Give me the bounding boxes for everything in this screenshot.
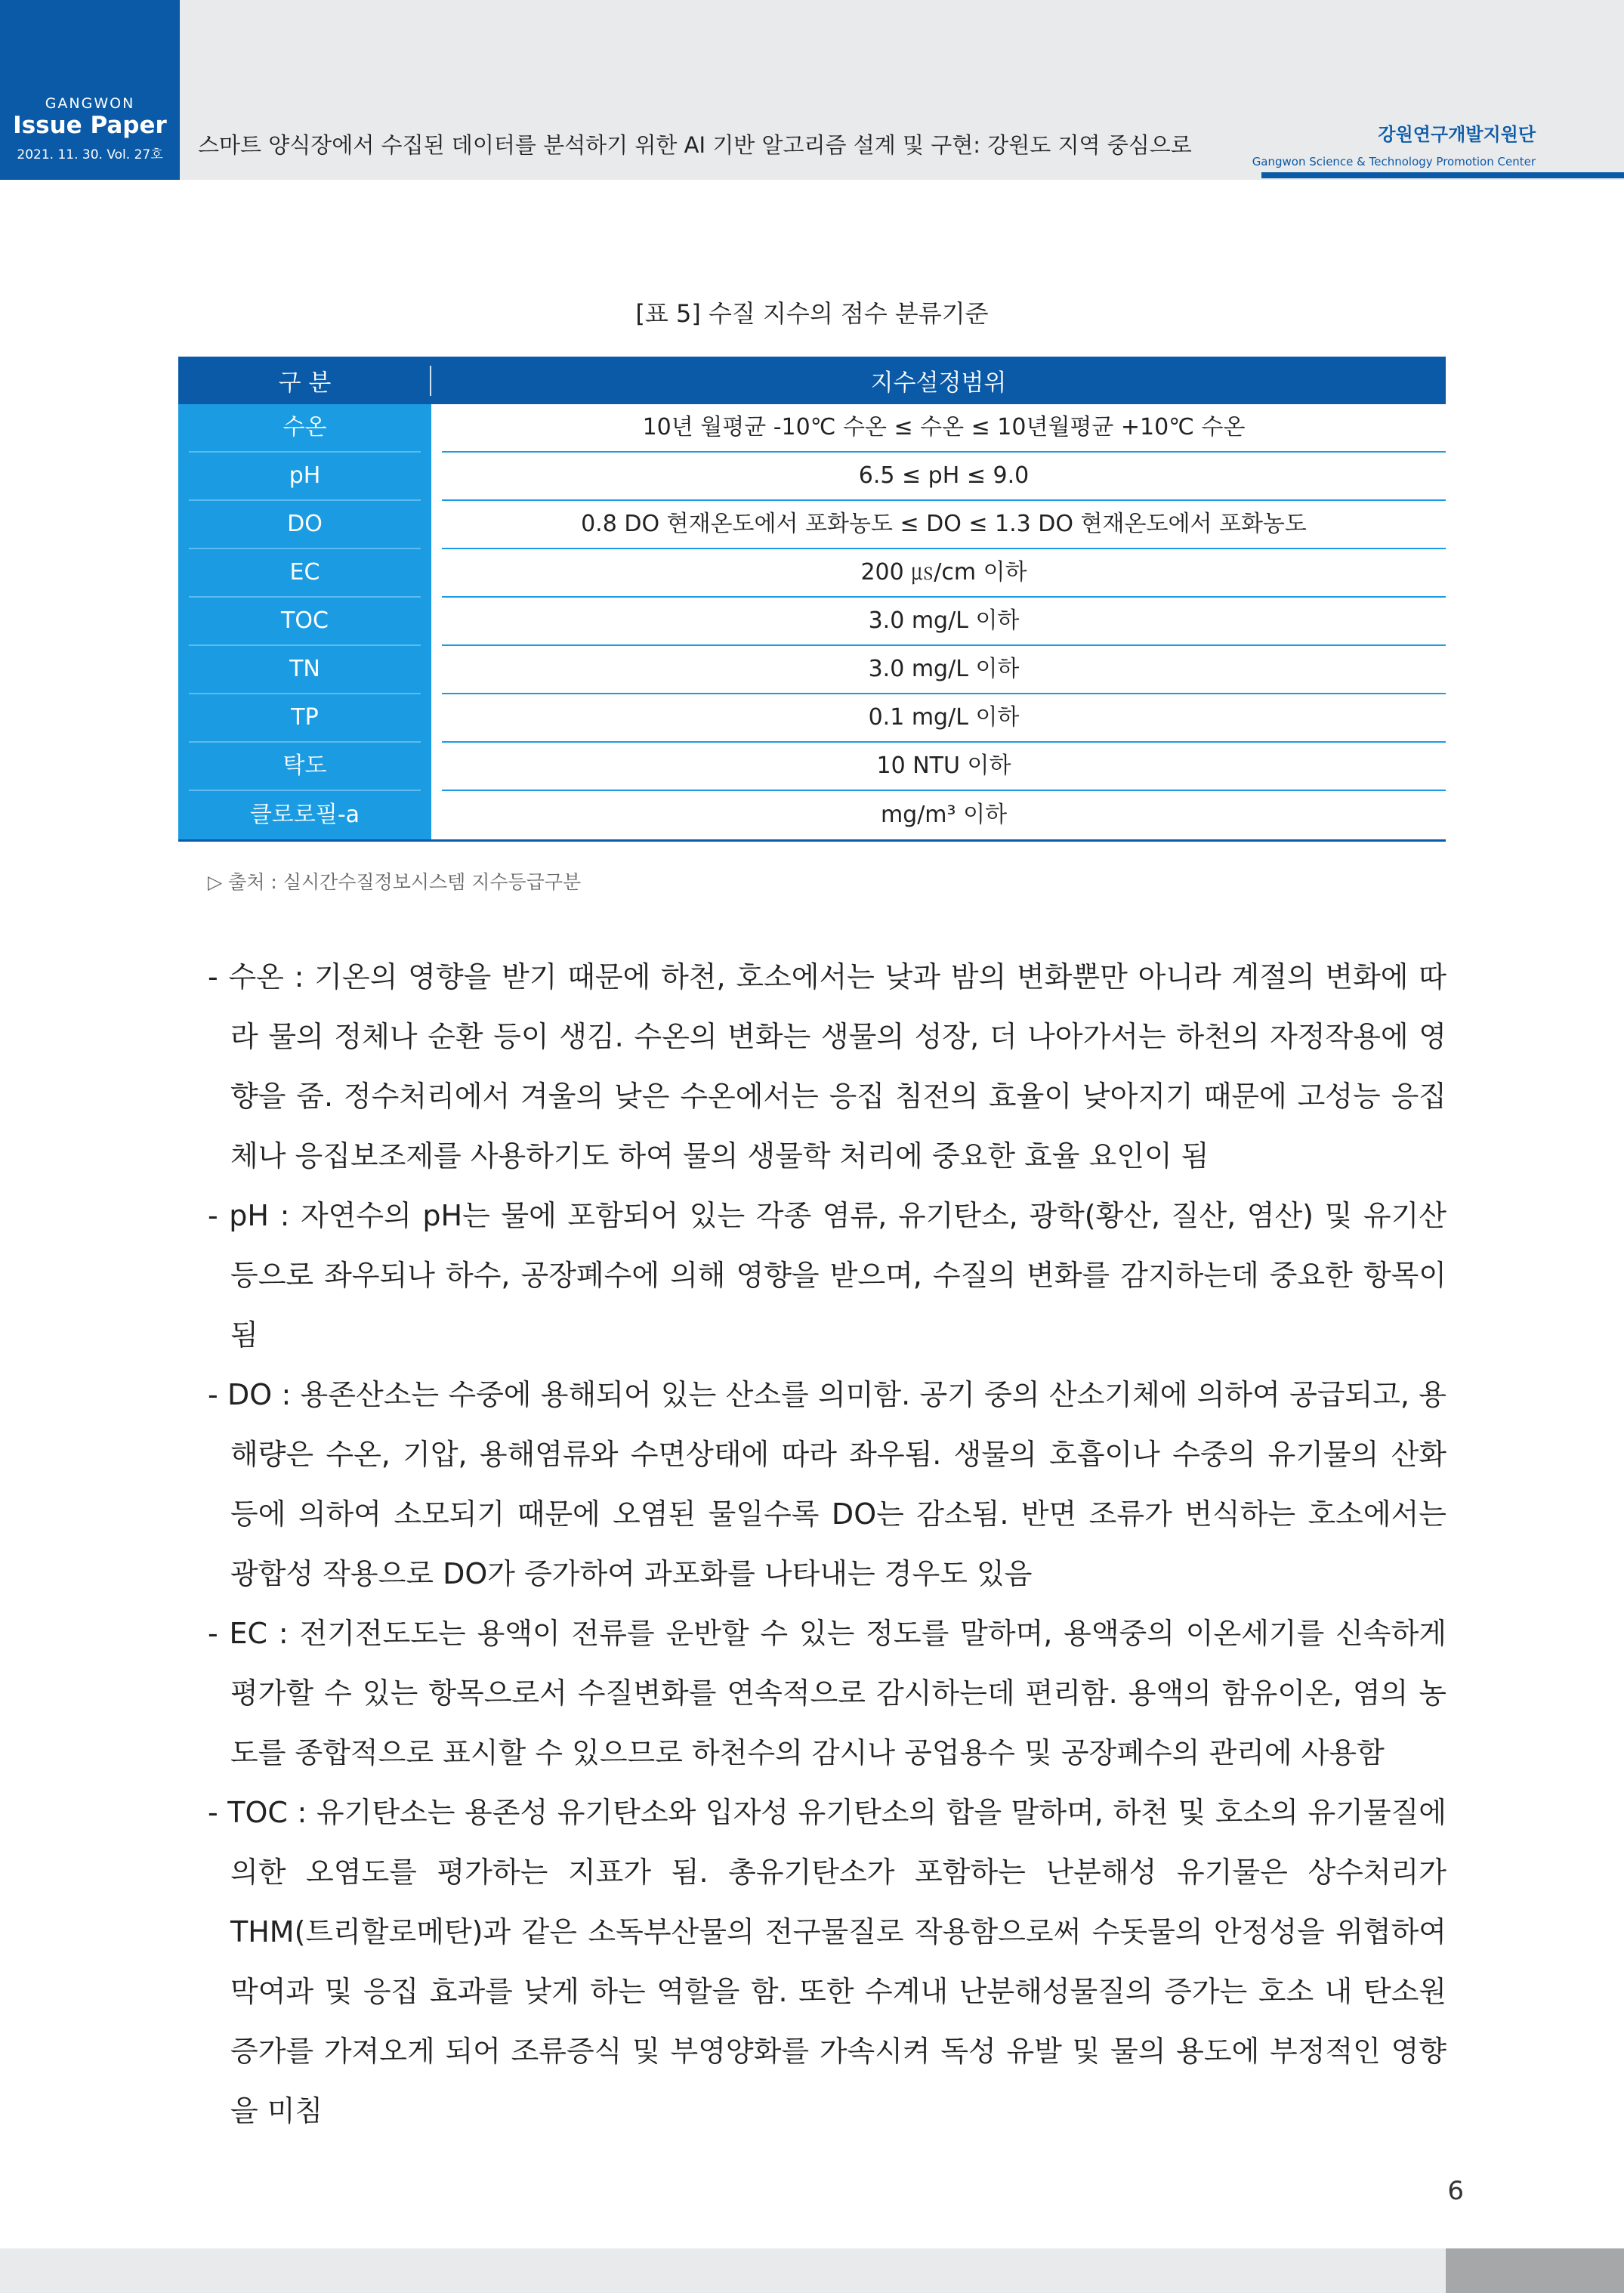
organization (1252, 119, 1536, 168)
row-label: TOC (189, 598, 421, 646)
row-value-cell (431, 598, 1446, 646)
page-number: 6 (1447, 2176, 1464, 2206)
row-label: 수온 (189, 404, 421, 453)
logo-issue-paper-text: Issue Paper (13, 112, 167, 139)
paragraph-do: - DO : 용존산소는 수중에 용해되어 있는 산소를 의미함. 공기 중의 산소기체에 의하여 공급되고, 용해량은 수온, 기압, 용해염류와 수면상태에 따라 좌우됨. 생물의 호흡이나 수중의 유기물의 산화 등에 의하여 소모되기 때문에 오염된 물일수록 DO는 감소됨. 반면 조류가 번식하는 호소에서는 광합성 작용으로 DO가 증가하여 과포화를 나타내는 경우도 있음 (208, 1378, 1446, 1590)
water-quality-index-table (178, 357, 1446, 842)
row-value: 10 NTU 이하 (442, 743, 1446, 791)
table-row (178, 453, 1446, 501)
row-value-cell (431, 453, 1446, 501)
table-row (178, 598, 1446, 646)
row-label-cell (178, 694, 431, 743)
table-source: ▷ 출처 : 실시간수질정보시스템 지수등급구분 (208, 871, 582, 893)
issue-date: 2021. 11. 30. Vol. 27호 (17, 147, 163, 162)
row-value-cell (431, 404, 1446, 453)
table-row (178, 743, 1446, 791)
header-range: 지수설정범위 (431, 357, 1446, 404)
row-value: 0.1 mg/L 이하 (442, 694, 1446, 743)
row-label: DO (189, 501, 421, 549)
row-label: TP (189, 694, 421, 743)
footer-bar (0, 2248, 1624, 2293)
row-value: 10년 월평균 -10℃ 수온 ≤ 수온 ≤ 10년월평균 +10℃ 수온 (442, 404, 1446, 453)
table-header-row (178, 357, 1446, 404)
document-title: 스마트 양식장에서 수집된 데이터를 분석하기 위한 AI 기반 알고리즘 설계 및 구현: 강원도 지역 중심으로 (198, 132, 1192, 158)
row-value-cell (431, 549, 1446, 598)
row-value-cell (431, 646, 1446, 694)
row-label: EC (189, 549, 421, 598)
organization-name-en: Gangwon Science & Technology Promotion Center (1252, 155, 1536, 168)
row-label-cell (178, 501, 431, 549)
table-caption: [표 5] 수질 지수의 점수 분류기준 (635, 299, 989, 328)
row-value: 6.5 ≤ pH ≤ 9.0 (442, 453, 1446, 501)
row-value: 200 ㎲/cm 이하 (442, 549, 1446, 598)
row-value-cell (431, 501, 1446, 549)
header-accent-line (1261, 172, 1624, 178)
row-label-cell (178, 743, 431, 791)
table-row (178, 501, 1446, 549)
row-label: 클로로필-a (249, 802, 360, 828)
issue-paper-logo (0, 0, 180, 180)
row-value: 3.0 mg/L 이하 (442, 646, 1446, 694)
table-row (178, 404, 1446, 453)
paragraph-ph: - pH : 자연수의 pH는 물에 포함되어 있는 각종 염류, 유기탄소, 광학(황산, 질산, 염산) 및 유기산 등으로 좌우되나 하수, 공장폐수에 의해 영향을 받으며, 수질의 변화를 감지하는데 중요한 항목이 됨 (208, 1199, 1446, 1352)
row-label-cell (178, 791, 431, 841)
paragraph-ec: - EC : 전기전도도는 용액이 전류를 운반할 수 있는 정도를 말하며, 용액중의 이온세기를 신속하게 평가할 수 있는 항목으로서 수질변화를 연속적으로 감시하는데 편리함. 용액의 함유이온, 염의 농도를 종합적으로 표시할 수 있으므로 하천수의 감시나 공업용수 및 공장폐수의 관리에 사용함 (208, 1617, 1446, 1769)
paragraph-toc: - TOC : 유기탄소는 용존성 유기탄소와 입자성 유기탄소의 합을 말하며, 하천 및 호소의 유기물질에 의한 오염도를 평가하는 지표가 됨. 총유기탄소가 포함하는 난분해성 유기물은 상수처리가 THM(트리할로메탄)과 같은 소독부산물의 전구물질로 작용함으로써 수돗물의 안정성을 위협하여 막여과 및 응집 효과를 낮게 하는 역할을 함. 또한 수계내 난분해성물질의 증가는 호소 내 탄소원 증가를 가져오게 되어 조류증식 및 부영양화를 가속시켜 독성 유발 및 물의 용도에 부정적인 영향을 미침 (208, 1796, 1446, 2128)
logo-gangwon-text: GANGWON (45, 95, 135, 112)
row-label-cell (178, 453, 431, 501)
row-label: 탁도 (189, 743, 421, 791)
body-text (208, 947, 1446, 2141)
row-value: 3.0 mg/L 이하 (442, 598, 1446, 646)
row-value: 0.8 DO 현재온도에서 포화농도 ≤ DO ≤ 1.3 DO 현재온도에서 포화농도 (442, 501, 1446, 549)
row-label-cell (178, 598, 431, 646)
table-row (178, 694, 1446, 743)
table-row (178, 646, 1446, 694)
row-label: pH (189, 453, 421, 501)
header-category: 구 분 (178, 357, 431, 404)
row-label-cell (178, 549, 431, 598)
row-label-cell (178, 404, 431, 453)
row-value-cell (431, 791, 1446, 841)
row-value: mg/m³ 이하 (880, 802, 1008, 828)
table-row (178, 791, 1446, 841)
organization-name-ko: 강원연구개발지원단 (1378, 124, 1536, 145)
table-row (178, 549, 1446, 598)
page-header (0, 0, 1624, 180)
row-label: TN (189, 646, 421, 694)
row-value-cell (431, 743, 1446, 791)
row-label-cell (178, 646, 431, 694)
paragraph-water-temperature: - 수온 : 기온의 영향을 받기 때문에 하천, 호소에서는 낮과 밤의 변화뿐만 아니라 계절의 변화에 따라 물의 정체나 순환 등이 생김. 수온의 변화는 생물의 성장, 더 나아가서는 하천의 자정작용에 영향을 줌. 정수처리에서 겨울의 낮은 수온에서는 응집 침전의 효율이 낮아지기 때문에 고성능 응집체나 응집보조제를 사용하기도 하여 물의 생물학 처리에 중요한 효율 요인이 됨 (208, 960, 1446, 1173)
row-value-cell (431, 694, 1446, 743)
footer-accent (1446, 2248, 1624, 2293)
